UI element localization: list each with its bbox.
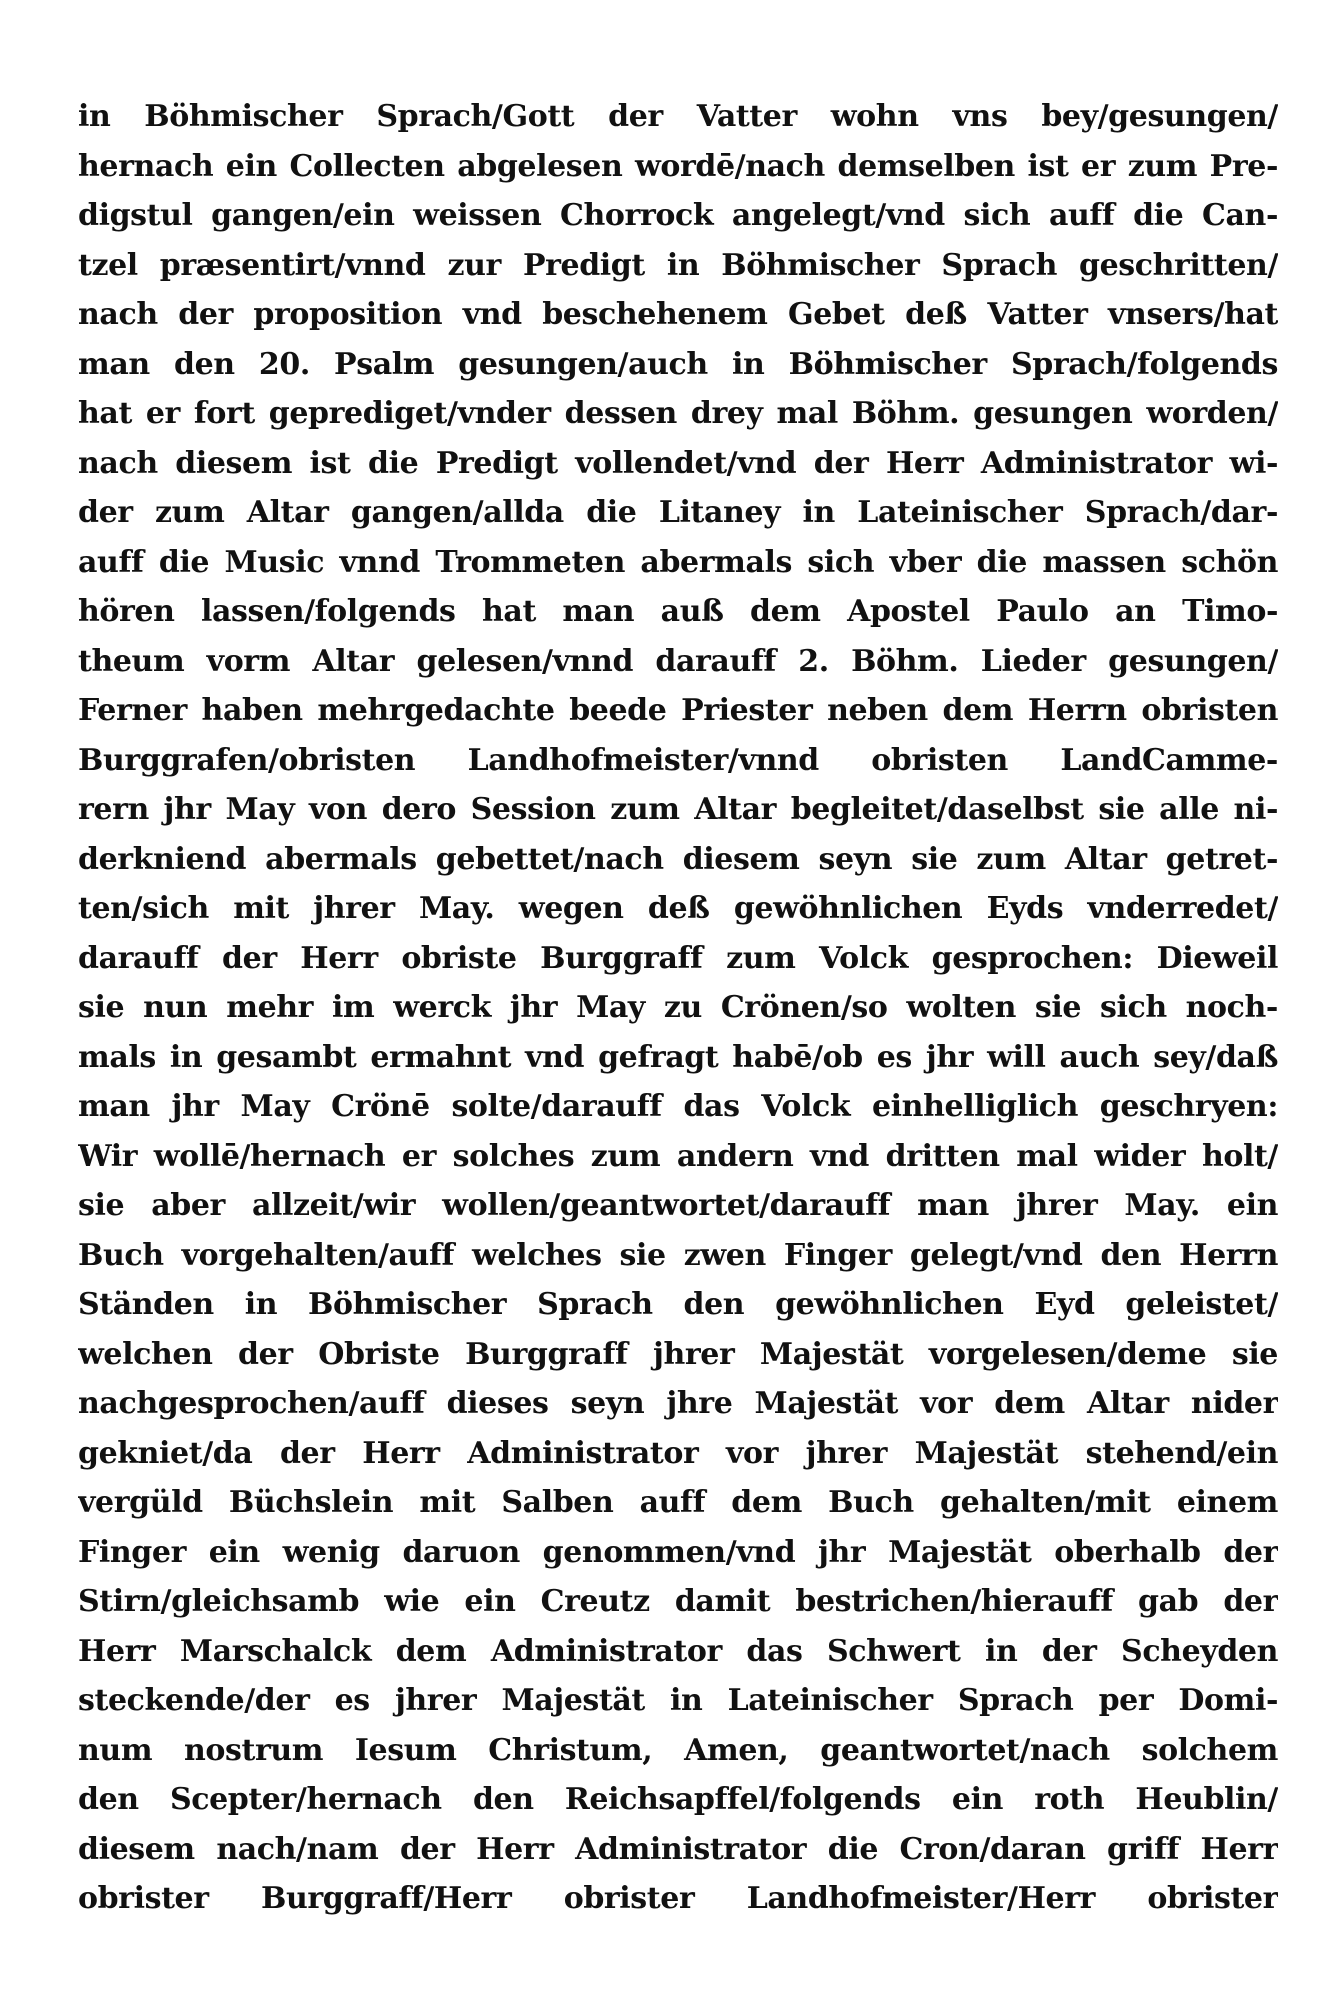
text-line: nachgesprochen/auff dieses seyn jhre Majestät vor dem Altar nider — [78, 1386, 1278, 1421]
text-line: Finger ein wenig daruon genommen/vnd jhr Majestät oberhalb der — [78, 1534, 1278, 1570]
text-line: theum vorm Altar gelesen/vnnd darauff 2. Böhm. Lieder gesungen/ — [78, 643, 1278, 679]
text-line: Stirn/gleichsamb wie ein Creutz damit bestrichen/hierauff gab der — [78, 1584, 1278, 1619]
text-line: der zum Altar gangen/allda die Litaney in Lateinischer Sprach/dar- — [78, 495, 1278, 530]
text-line: Herr Marschalck dem Administrator das Schwert in der Scheyden — [78, 1633, 1278, 1669]
text-line: ten/sich mit jhrer May. wegen deß gewöhnlichen Eyds vnderredet/ — [78, 891, 1278, 926]
text-line: auff die Music vnnd Trommeten abermals sich vber die massen schön — [78, 544, 1278, 580]
text-line: man den 20. Psalm gesungen/auch in Böhmischer Sprach/folgends — [78, 346, 1278, 382]
text-line: tzel præsentirt/vnnd zur Predigt in Böhmischer Sprach geschritten/ — [78, 247, 1278, 283]
text-line: nach diesem ist die Predigt vollendet/vnd der Herr Administrator wi- — [78, 445, 1278, 481]
text-line: Ferner haben mehrgedachte beede Priester neben dem Herrn obristen — [78, 693, 1278, 728]
text-line: derkniend abermals gebettet/nach diesem seyn sie zum Altar getret- — [78, 841, 1278, 877]
text-line: digstul gangen/ein weissen Chorrock angelegt/vnd sich auff die Can- — [78, 198, 1278, 233]
text-line: hören lassen/folgends hat man auß dem Apostel Paulo an Timo- — [78, 594, 1278, 629]
text-line: mals in gesambt ermahnt vnd gefragt habē/ob es jhr will auch sey/daß — [78, 1039, 1278, 1075]
text-line: Wir wollē/hernach er solches zum andern vnd dritten mal wider holt/ — [78, 1138, 1278, 1174]
text-line: Ständen in Böhmischer Sprach den gewöhnlichen Eyd geleistet/ — [78, 1287, 1278, 1322]
text-line: nach der proposition vnd beschehenem Gebet deß Vatter vnsers/hat — [78, 297, 1278, 332]
text-line: obrister Burggraff/Herr obrister Landhofmeister/Herr obrister — [78, 1881, 1278, 1916]
text-line: welchen der Obriste Burggraff jhrer Majestät vorgelesen/deme sie — [78, 1336, 1278, 1372]
body-text — [78, 92, 1278, 1924]
text-line: hernach ein Collecten abgelesen wordē/nach demselben ist er zum Pre- — [78, 148, 1278, 184]
text-line: sie nun mehr im werck jhr May zu Crönen/so wolten sie sich noch- — [78, 990, 1278, 1025]
text-line: diesem nach/nam der Herr Administrator die Cron/daran griff Herr — [78, 1831, 1278, 1867]
text-line: darauff der Herr obriste Burggraff zum Volck gesprochen: Dieweil — [78, 940, 1278, 976]
text-line: gekniet/da der Herr Administrator vor jhrer Majestät stehend/ein — [78, 1435, 1278, 1471]
text-line: rern jhr May von dero Session zum Altar begleitet/daselbst sie alle ni- — [78, 792, 1278, 827]
text-line: hat er fort geprediget/vnder dessen drey mal Böhm. gesungen worden/ — [78, 396, 1278, 431]
text-line: man jhr May Crönē solte/darauff das Volck einhelliglich geschryen: — [78, 1089, 1278, 1124]
text-line: vergüld Büchslein mit Salben auff dem Buch gehalten/mit einem — [78, 1485, 1278, 1520]
text-line: steckende/der es jhrer Majestät in Lateinischer Sprach per Domi- — [78, 1683, 1278, 1718]
text-line: den Scepter/hernach den Reichsapffel/folgends ein roth Heublin/ — [78, 1782, 1278, 1817]
text-line: Buch vorgehalten/auff welches sie zwen Finger gelegt/vnd den Herrn — [78, 1237, 1278, 1273]
text-line: Burggrafen/obristen Landhofmeister/vnnd obristen LandCamme- — [78, 742, 1278, 778]
text-line: num nostrum Iesum Christum, Amen, geantwortet/nach solchem — [78, 1732, 1278, 1768]
text-line: sie aber allzeit/wir wollen/geantwortet/darauff man jhrer May. ein — [78, 1188, 1278, 1223]
text-line: in Böhmischer Sprach/Gott der Vatter wohn vns bey/gesungen/ — [78, 99, 1278, 134]
